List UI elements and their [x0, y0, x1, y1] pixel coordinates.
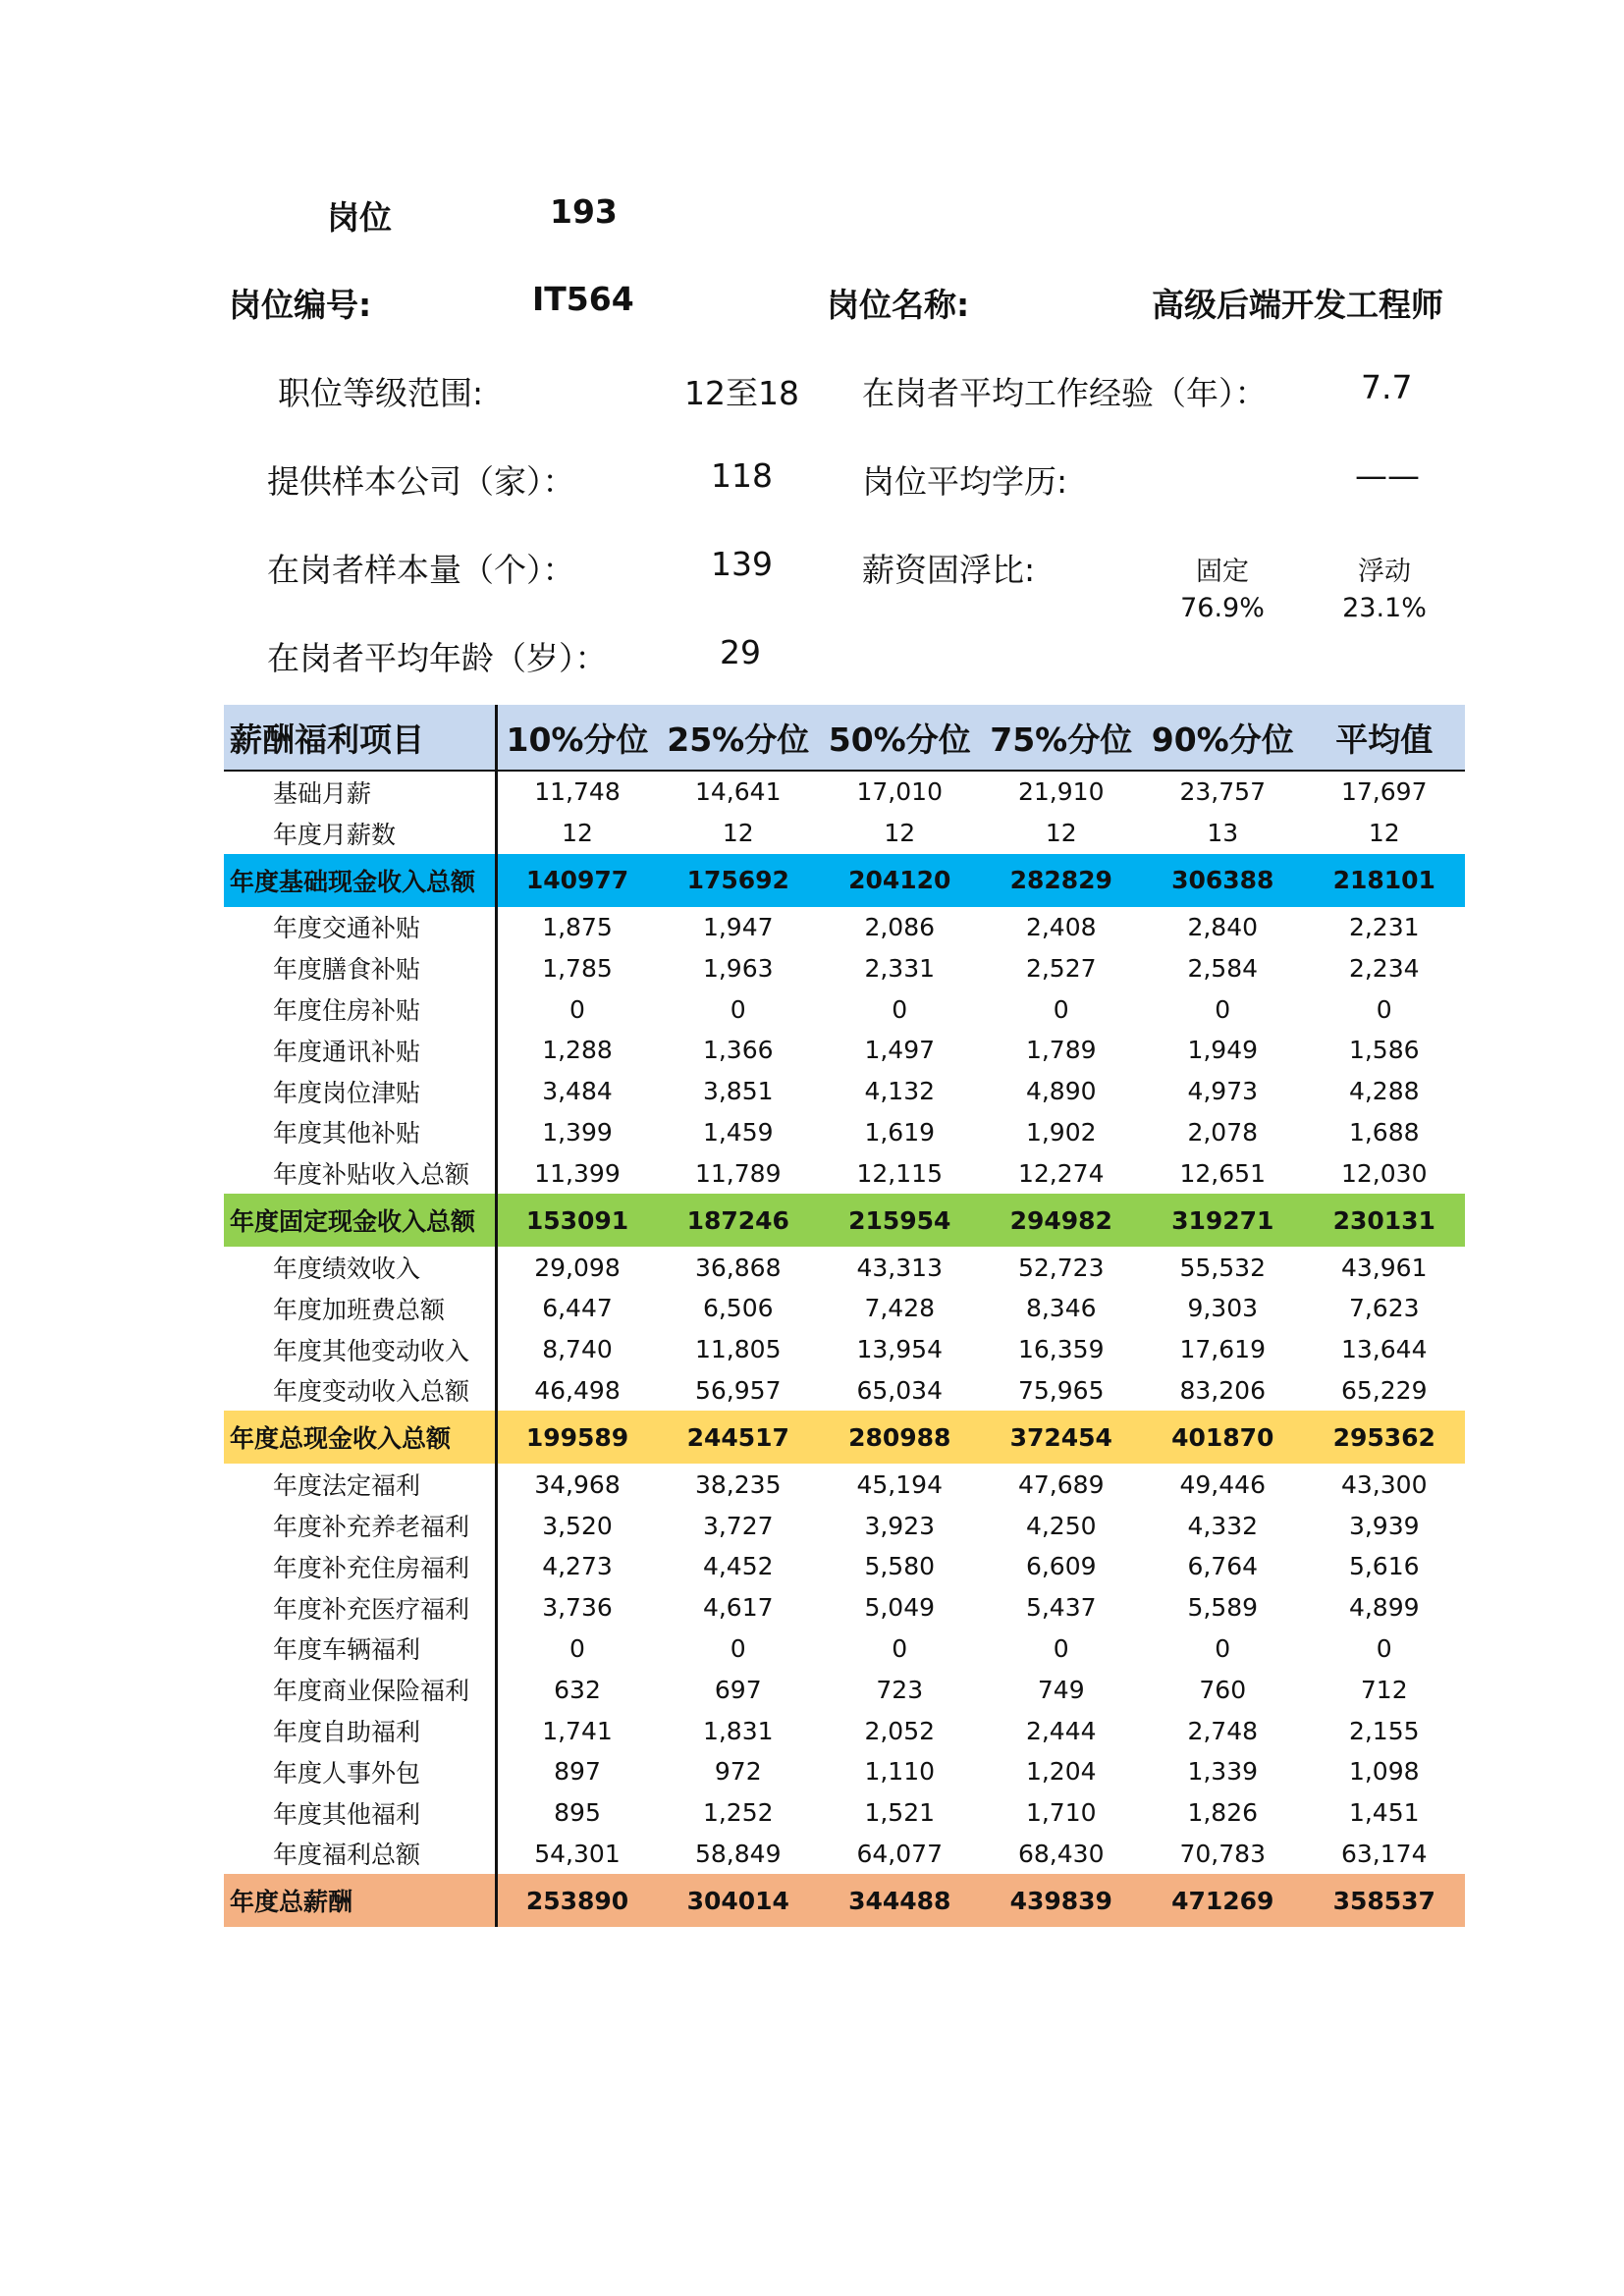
post-name-value: 高级后端开发工程师: [1152, 286, 1443, 324]
avg-experience-value: 7.7: [1361, 368, 1413, 406]
table-cell: 2,331: [864, 953, 936, 983]
table-cell: 712: [1360, 1675, 1408, 1704]
table-cell: 439839: [981, 1874, 1143, 1927]
table-cell: 75,965: [1018, 1375, 1105, 1405]
row-label: 年度月薪数: [224, 813, 496, 854]
post-label: 岗位: [327, 198, 392, 237]
table-cell: 1,366: [702, 1036, 774, 1065]
row-label: 年度住房补贴: [224, 988, 496, 1030]
table-cell: 294982: [981, 1194, 1143, 1247]
table-cell: 47,689: [1018, 1469, 1105, 1499]
table-cell: 760: [1199, 1675, 1247, 1704]
table-cell: 49,446: [1179, 1469, 1266, 1499]
row-label: 年度其他变动收入: [224, 1329, 496, 1370]
table-cell: 2,444: [1025, 1716, 1097, 1745]
row-label: 年度补贴收入总额: [224, 1152, 496, 1194]
table-header-row: [224, 705, 1465, 771]
table-cell: 295362: [1304, 1411, 1466, 1464]
table-row: [224, 1288, 1465, 1329]
avg-education-label: 岗位平均学历:: [862, 462, 1068, 501]
table-cell: 1,339: [1187, 1757, 1259, 1787]
table-row: [224, 1112, 1465, 1153]
table-cell: 199589: [496, 1411, 658, 1464]
table-cell: 4,890: [1025, 1077, 1097, 1106]
table-cell: 8,740: [542, 1335, 613, 1364]
table-row: [224, 1370, 1465, 1412]
table-cell: 4,617: [702, 1593, 774, 1623]
row-label: 年度法定福利: [224, 1464, 496, 1505]
table-cell: 1,902: [1025, 1117, 1097, 1147]
table-cell: 65,229: [1341, 1375, 1428, 1405]
float-label: 浮动: [1358, 557, 1411, 587]
table-cell: 34,968: [534, 1469, 621, 1499]
table-cell: 3,520: [542, 1511, 613, 1540]
table-row: [224, 1669, 1465, 1710]
row-label: 年度加班费总额: [224, 1288, 496, 1329]
table-cell: 5,437: [1025, 1593, 1097, 1623]
row-label: 年度交通补贴: [224, 907, 496, 948]
table-cell: 0: [1215, 1633, 1231, 1663]
table-cell: 23,757: [1179, 777, 1266, 807]
table-cell: 1,963: [702, 953, 774, 983]
table-cell: 175692: [658, 854, 820, 907]
table-cell: 306388: [1142, 854, 1304, 907]
table-cell: 0: [892, 1633, 908, 1663]
table-cell: 12,030: [1341, 1158, 1428, 1188]
row-label: 年度通讯补贴: [224, 1030, 496, 1071]
table-cell: 12: [722, 819, 754, 848]
table-cell: 1,459: [702, 1117, 774, 1147]
table-cell: 1,688: [1348, 1117, 1420, 1147]
table-cell: 4,973: [1187, 1077, 1259, 1106]
table-cell: 63,174: [1341, 1839, 1428, 1868]
table-cell: 64,077: [856, 1839, 943, 1868]
table-cell: 43,961: [1341, 1253, 1428, 1282]
table-row: [224, 1464, 1465, 1505]
table-total-row: [224, 1874, 1465, 1927]
table-cell: 17,619: [1179, 1335, 1266, 1364]
table-cell: 11,789: [695, 1158, 782, 1188]
post-code-value: IT564: [532, 280, 634, 318]
table-cell: 749: [1037, 1675, 1085, 1704]
table-cell: 0: [730, 1633, 746, 1663]
table-row: [224, 907, 1465, 948]
row-label: 年度其他补贴: [224, 1112, 496, 1153]
table-cell: 12,115: [856, 1158, 943, 1188]
table-cell: 1,741: [542, 1716, 613, 1745]
grade-range-value: 12至18: [684, 374, 799, 412]
table-cell: 3,727: [702, 1511, 774, 1540]
table-cell: 83,206: [1179, 1375, 1266, 1405]
post-code-label: 岗位编号:: [229, 286, 372, 324]
table-cell: 5,580: [864, 1552, 936, 1581]
table-cell: 38,235: [695, 1469, 782, 1499]
table-cell: 6,447: [542, 1294, 613, 1323]
grade-range-label: 职位等级范围:: [278, 374, 484, 412]
table-cell: 471269: [1142, 1874, 1304, 1927]
fixed-float-ratio-label: 薪资固浮比:: [862, 551, 1036, 589]
table-cell: 1,497: [864, 1036, 936, 1065]
fixed-ratio-value: 76.9%: [1180, 593, 1265, 623]
row-label: 年度人事外包: [224, 1751, 496, 1792]
table-cell: 2,840: [1187, 912, 1259, 941]
table-cell: 4,132: [864, 1077, 936, 1106]
table-cell: 0: [730, 994, 746, 1024]
table-cell: 29,098: [534, 1253, 621, 1282]
table-cell: 1,785: [542, 953, 613, 983]
table-cell: 4,250: [1025, 1511, 1097, 1540]
table-cell: 2,584: [1187, 953, 1259, 983]
column-header-p25: 25%分位: [658, 705, 820, 771]
table-cell: 1,710: [1025, 1798, 1097, 1828]
table-cell: 14,641: [695, 777, 782, 807]
table-cell: 17,010: [856, 777, 943, 807]
table-cell: 4,332: [1187, 1511, 1259, 1540]
table-cell: 358537: [1304, 1874, 1466, 1927]
table-total-row: [224, 1411, 1465, 1464]
table-cell: 12: [562, 819, 593, 848]
table-cell: 43,300: [1341, 1469, 1428, 1499]
table-row: [224, 1329, 1465, 1370]
table-row: [224, 947, 1465, 988]
table-cell: 9,303: [1187, 1294, 1259, 1323]
table-cell: 3,851: [702, 1077, 774, 1106]
table-cell: 11,399: [534, 1158, 621, 1188]
table-cell: 282829: [981, 854, 1143, 907]
table-cell: 1,875: [542, 912, 613, 941]
table-cell: 1,619: [864, 1117, 936, 1147]
table-row: [224, 1629, 1465, 1670]
table-cell: 11,748: [534, 777, 621, 807]
table-cell: 344488: [819, 1874, 981, 1927]
row-label: 年度商业保险福利: [224, 1669, 496, 1710]
table-cell: 2,527: [1025, 953, 1097, 983]
table-cell: 5,049: [864, 1593, 936, 1623]
table-cell: 280988: [819, 1411, 981, 1464]
table-cell: 6,506: [702, 1294, 774, 1323]
table-row: [224, 1030, 1465, 1071]
table-row: [224, 1710, 1465, 1751]
table-cell: 12: [1045, 819, 1077, 848]
table-cell: 17,697: [1341, 777, 1428, 807]
post-value: 193: [550, 192, 618, 231]
table-cell: 1,831: [702, 1716, 774, 1745]
table-cell: 1,521: [864, 1798, 936, 1828]
sample-companies-label: 提供样本公司（家）：: [267, 462, 575, 501]
float-ratio-value: 23.1%: [1342, 593, 1427, 623]
sample-size-label: 在岗者样本量（个）：: [267, 551, 575, 589]
avg-age-value: 29: [720, 633, 761, 671]
table-cell: 632: [554, 1675, 601, 1704]
column-header-p50: 50%分位: [819, 705, 981, 771]
table-cell: 8,346: [1025, 1294, 1097, 1323]
table-cell: 2,086: [864, 912, 936, 941]
avg-age-label: 在岗者平均年龄（岁）：: [267, 639, 608, 677]
table-cell: 723: [876, 1675, 924, 1704]
table-cell: 218101: [1304, 854, 1466, 907]
table-cell: 5,589: [1187, 1593, 1259, 1623]
row-label: 年度膳食补贴: [224, 947, 496, 988]
table-cell: 0: [569, 1633, 585, 1663]
table-cell: 697: [714, 1675, 762, 1704]
row-label: 年度福利总额: [224, 1834, 496, 1875]
row-label: 年度岗位津贴: [224, 1071, 496, 1112]
table-cell: 55,532: [1179, 1253, 1266, 1282]
table-cell: 230131: [1304, 1194, 1466, 1247]
table-cell: 153091: [496, 1194, 658, 1247]
table-cell: 1,110: [864, 1757, 936, 1787]
table-cell: 1,252: [702, 1798, 774, 1828]
table-row: [224, 1152, 1465, 1194]
table-cell: 1,288: [542, 1036, 613, 1065]
table-cell: 897: [554, 1757, 601, 1787]
table-cell: 0: [569, 994, 585, 1024]
table-cell: 3,736: [542, 1593, 613, 1623]
table-row: [224, 1071, 1465, 1112]
table-total-row: [224, 854, 1465, 907]
table-cell: 1,451: [1348, 1798, 1420, 1828]
row-label: 年度固定现金收入总额: [224, 1194, 496, 1247]
table-total-row: [224, 1194, 1465, 1247]
table-cell: 204120: [819, 854, 981, 907]
table-cell: 2,234: [1348, 953, 1420, 983]
table-row: [224, 1247, 1465, 1288]
table-cell: 1,949: [1187, 1036, 1259, 1065]
table-row: [224, 1587, 1465, 1629]
table-cell: 215954: [819, 1194, 981, 1247]
table-row: [224, 771, 1465, 813]
table-cell: 0: [1376, 1633, 1392, 1663]
table-cell: 13,954: [856, 1335, 943, 1364]
table-row: [224, 1751, 1465, 1792]
table-cell: 253890: [496, 1874, 658, 1927]
row-label: 年度变动收入总额: [224, 1370, 496, 1412]
table-cell: 4,899: [1348, 1593, 1420, 1623]
table-cell: 2,748: [1187, 1716, 1259, 1745]
sample-size-value: 139: [711, 545, 773, 583]
table-cell: 319271: [1142, 1194, 1304, 1247]
fixed-label: 固定: [1196, 557, 1249, 587]
table-cell: 43,313: [856, 1253, 943, 1282]
table-cell: 1,947: [702, 912, 774, 941]
table-cell: 68,430: [1018, 1839, 1105, 1868]
table-cell: 6,764: [1187, 1552, 1259, 1581]
row-label: 基础月薪: [224, 771, 496, 813]
table-cell: 3,939: [1348, 1511, 1420, 1540]
table-cell: 52,723: [1018, 1253, 1105, 1282]
table-cell: 372454: [981, 1411, 1143, 1464]
table-cell: 0: [892, 994, 908, 1024]
table-cell: 70,783: [1179, 1839, 1266, 1868]
table-cell: 54,301: [534, 1839, 621, 1868]
row-label: 年度其他福利: [224, 1792, 496, 1834]
post-name-label: 岗位名称:: [827, 286, 970, 324]
table-cell: 11,805: [695, 1335, 782, 1364]
table-cell: 0: [1215, 994, 1231, 1024]
salary-table: [224, 705, 1465, 1927]
sample-companies-value: 118: [711, 456, 773, 495]
table-cell: 7,623: [1348, 1294, 1420, 1323]
column-header-p90: 90%分位: [1142, 705, 1304, 771]
table-cell: 13: [1207, 819, 1239, 848]
table-cell: 304014: [658, 1874, 820, 1927]
table-cell: 2,078: [1187, 1117, 1259, 1147]
column-header-average: 平均值: [1304, 705, 1466, 771]
table-cell: 0: [1053, 994, 1069, 1024]
table-cell: 13,644: [1341, 1335, 1428, 1364]
table-cell: 4,288: [1348, 1077, 1420, 1106]
table-cell: 12: [884, 819, 916, 848]
table-cell: 46,498: [534, 1375, 621, 1405]
row-label: 年度基础现金收入总额: [224, 854, 496, 907]
table-cell: 21,910: [1018, 777, 1105, 807]
table-cell: 16,359: [1018, 1335, 1105, 1364]
table-cell: 187246: [658, 1194, 820, 1247]
table-cell: 0: [1376, 994, 1392, 1024]
table-cell: 4,273: [542, 1552, 613, 1581]
row-label: 年度自助福利: [224, 1710, 496, 1751]
row-label: 年度补充医疗福利: [224, 1587, 496, 1629]
row-label: 年度车辆福利: [224, 1629, 496, 1670]
table-cell: 1,399: [542, 1117, 613, 1147]
table-cell: 1,826: [1187, 1798, 1259, 1828]
table-cell: 1,789: [1025, 1036, 1097, 1065]
table-cell: 1,098: [1348, 1757, 1420, 1787]
table-row: [224, 1546, 1465, 1587]
table-cell: 2,155: [1348, 1716, 1420, 1745]
table-cell: 2,408: [1025, 912, 1097, 941]
table-cell: 1,204: [1025, 1757, 1097, 1787]
row-label: 年度补充养老福利: [224, 1505, 496, 1546]
table-cell: 45,194: [856, 1469, 943, 1499]
table-cell: 244517: [658, 1411, 820, 1464]
table-cell: 3,923: [864, 1511, 936, 1540]
table-cell: 3,484: [542, 1077, 613, 1106]
table-cell: 140977: [496, 854, 658, 907]
row-label: 年度总薪酬: [224, 1874, 496, 1927]
table-row: [224, 1792, 1465, 1834]
avg-experience-label: 在岗者平均工作经验（年）：: [862, 374, 1268, 412]
table-cell: 2,052: [864, 1716, 936, 1745]
table-row: [224, 988, 1465, 1030]
row-label: 年度总现金收入总额: [224, 1411, 496, 1464]
table-cell: 0: [1053, 1633, 1069, 1663]
column-header-p10: 10%分位: [496, 705, 658, 771]
table-cell: 65,034: [856, 1375, 943, 1405]
table-cell: 2,231: [1348, 912, 1420, 941]
table-cell: 12: [1368, 819, 1400, 848]
column-header-p75: 75%分位: [981, 705, 1143, 771]
table-cell: 36,868: [695, 1253, 782, 1282]
table-cell: 12,274: [1018, 1158, 1105, 1188]
table-cell: 401870: [1142, 1411, 1304, 1464]
table-cell: 56,957: [695, 1375, 782, 1405]
table-cell: 972: [714, 1757, 762, 1787]
table-cell: 4,452: [702, 1552, 774, 1581]
table-row: [224, 1505, 1465, 1546]
avg-education-value: ——: [1355, 456, 1420, 495]
row-label: 年度补充住房福利: [224, 1546, 496, 1587]
table-cell: 58,849: [695, 1839, 782, 1868]
column-header-item: 薪酬福利项目: [224, 705, 496, 771]
table-row: [224, 1834, 1465, 1875]
table-cell: 6,609: [1025, 1552, 1097, 1581]
table-row: [224, 813, 1465, 854]
row-label: 年度绩效收入: [224, 1247, 496, 1288]
table-cell: 5,616: [1348, 1552, 1420, 1581]
table-cell: 12,651: [1179, 1158, 1266, 1188]
table-cell: 1,586: [1348, 1036, 1420, 1065]
table-cell: 895: [554, 1798, 601, 1828]
table-cell: 7,428: [864, 1294, 936, 1323]
